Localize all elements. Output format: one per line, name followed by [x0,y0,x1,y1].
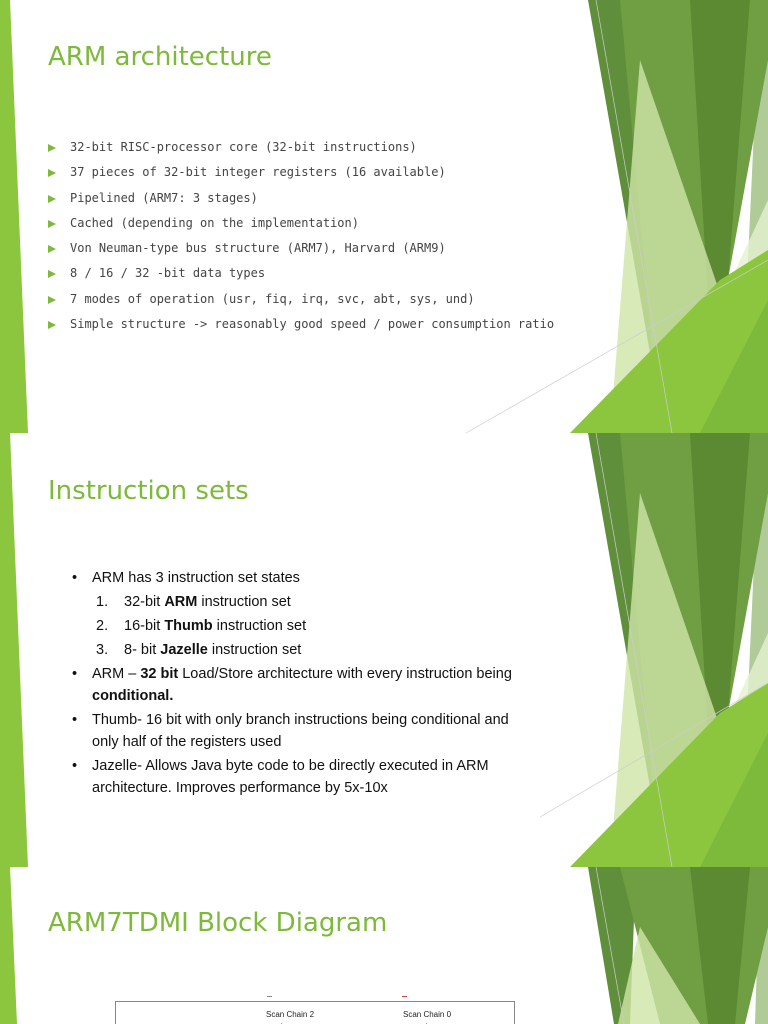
diagram-marker [402,996,407,997]
list-item: • ARM – 32 bit Load/Store architecture with every instruction being conditional. [70,663,530,707]
list-item: 32-bit RISC-processor core (32-bit instructions) [48,138,554,163]
bullet-dot-icon: • [72,666,78,682]
slide-block-diagram [0,867,768,1024]
bullet-list [48,138,554,340]
bullet-dot-icon: • [72,758,78,774]
numbered-item: 2. 16-bit Thumb instruction set [96,618,307,634]
slide-title: ARM7TDMI Block Diagram [48,908,388,938]
list-item: • Jazelle- Allows Java byte code to be directly executed in ARM architecture. Improves performance by 5x-10x [70,755,530,799]
list-item: Pipelined (ARM7: 3 stages) [48,189,554,214]
slide-title: Instruction sets [48,476,249,506]
arrow-bullet-icon [48,220,56,228]
list-item: Cached (depending on the implementation) [48,214,554,239]
list-item: • Thumb- 16 bit with only branch instructions being conditional and only half of the registers used [70,709,530,753]
slide-instruction-sets [0,433,768,867]
list-item: • ARM has 3 instruction set states [70,567,530,589]
list-item: Von Neuman-type bus structure (ARM7), Harvard (ARM9) [48,239,554,264]
arrow-bullet-icon [48,296,56,304]
arrow-bullet-icon [48,245,56,253]
list-item: Simple structure -> reasonably good speed / power consumption ratio [48,315,554,340]
slide-title: ARM architecture [48,42,272,72]
arrow-bullet-icon [48,270,56,278]
scan-chain-label: Scan Chain 2 [266,1010,315,1019]
bullet-dot-icon: • [72,712,78,728]
block-diagram [115,1001,515,1024]
scan-chain-label: Scan Chain 0 [403,1010,452,1019]
list-item: 8 / 16 / 32 -bit data types [48,264,554,289]
diagram-marker [267,996,272,997]
list-item: 37 pieces of 32-bit integer registers (16 available) [48,163,554,188]
arrow-bullet-icon [48,321,56,329]
numbered-item: 1. 32-bit ARM instruction set [96,594,291,610]
bullet-dot-icon: • [72,570,78,586]
list-item: 7 modes of operation (usr, fiq, irq, svc, abt, sys, und) [48,290,554,315]
slide-arm-architecture [0,0,768,433]
numbered-item: 3. 8- bit Jazelle instruction set [96,642,302,658]
arrow-bullet-icon [48,195,56,203]
arrow-bullet-icon [48,169,56,177]
slide-body [70,567,530,801]
arrow-bullet-icon [48,144,56,152]
